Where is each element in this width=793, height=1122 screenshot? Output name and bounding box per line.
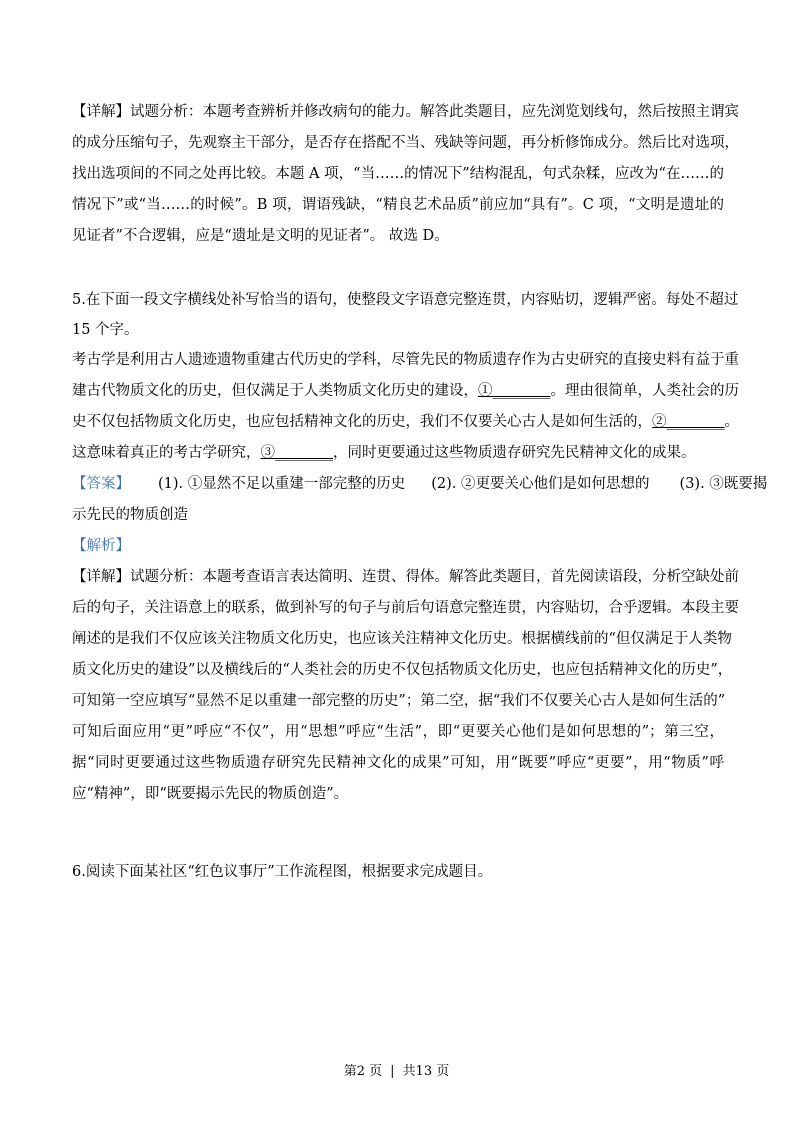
q5-detail-line-2: 后的句子，关注语意上的联系，做到补写的句子与前后句语意完整连贯，内容贴切，合乎逻辑。本段主要 (72, 600, 739, 616)
q4-detail-line-5: 见证者”不合逻辑，应是“遗址是文明的见证者”。 故选 D。 (72, 228, 449, 244)
page-footer (0, 1062, 793, 1082)
q5-passage-line-4: 这意味着真正的考古学研究，③________，同时更要通过这些物质遗存研究先民精神文化的成果。 (72, 445, 696, 461)
blank-3: ③________ (260, 445, 333, 461)
q5-detail-line-1: 【详解】试题分析：本题考查语言表达简明、连贯、得体。解答此类题目，首先阅读语段，分析空缺处前 (72, 569, 739, 585)
q5-detail-line-7: 据“同时更要通过这些物质遗存研究先民精神文化的成果”可知，用“既要”呼应“更要”，用“物质”呼 (72, 755, 724, 771)
q4-detail-section (72, 97, 739, 252)
q5-answer-cont: 示先民的物质创造 (72, 507, 188, 523)
q5-detail-line-5: 可知第一空应填写“显然不足以重建一部完整的历史”；第二空，据“我们不仅要关心古人是如何生活的” (72, 693, 726, 709)
q5-detail-line-8: 应“精神”，即“既要揭示先民的物质创造”。 (72, 786, 349, 802)
q5-stem-line-2: 15 个字。 (72, 322, 139, 338)
answer-3: (3). ③既要揭 (679, 476, 768, 492)
q5-passage-line-2: 建古代物质文化的历史，但仅满足于人类物质文化历史的建设，①________。理由很简单，人类社会的历 (72, 383, 739, 399)
q5-section (72, 285, 768, 810)
footer-separator: | (390, 1064, 395, 1079)
q6-section (72, 857, 724, 888)
page-total: 共13 页 (402, 1064, 450, 1079)
q5-detail-line-3: 阐述的是我们不仅应该关注物质文化历史，也应该关注精神文化历史。根据横线前的“但仅满足于人类物 (72, 631, 732, 647)
answer-2: (2). ②更要关心他们是如何思想的 (431, 476, 650, 492)
answer-label: 【答案】 (72, 476, 130, 492)
q5-stem-line-1: 5.在下面一段文字横线处补写恰当的语句，使整段文字语意完整连贯，内容贴切，逻辑严密。每处不超过 (72, 292, 739, 308)
blank-2: ②________ (652, 414, 725, 430)
analysis-label: 【解析】 (72, 538, 130, 554)
detail-label: 【详解】 (72, 569, 130, 585)
q5-answer-line (72, 469, 768, 500)
q5-detail-line-6: 可知后面应用“更”呼应“不仅”，用“思想”呼应“生活”，即“更要关心他们是如何思想的”；第三空， (72, 724, 724, 740)
q4-detail-line-2: 的成分压缩句子，先观察主干部分，是否存在搭配不当、残缺等问题，再分析修饰成分。然后比对选项， (72, 135, 739, 151)
q4-detail-line-1: 【详解】试题分析：本题考查辨析并修改病句的能力。解答此类题目，应先浏览划线句，然后按照主谓宾 (72, 104, 739, 120)
q4-detail-line-3: 找出选项间的不同之处再比较。本题 A 项，“当……的情况下”结构混乱，句式杂糅，应改为“在……的 (72, 166, 724, 182)
q5-detail-line-4: 质文化历史的建设”以及横线后的“人类社会的历史不仅包括物质文化历史，也应包括精神文化的历史”， (72, 662, 733, 678)
q5-passage-line-3: 史不仅包括物质文化历史，也应包括精神文化的历史，我们不仅要关心古人是如何生活的，②________。 (72, 414, 739, 430)
q4-detail-line-4: 情况下”或“当……的时候”。B 项，谓语残缺，“精良艺术品质”前应加“具有”。C 项，“文明是遗址的 (72, 197, 724, 213)
q5-passage-line-1: 考古学是利用古人遗迹遗物重建古代历史的学科，尽管先民的物质遗存作为古史研究的直接史料有益于重 (72, 352, 739, 368)
page-number: 第2 页 (343, 1064, 383, 1079)
detail-label: 【详解】 (72, 104, 130, 120)
q6-stem: 6.阅读下面某社区“红色议事厅”工作流程图，根据要求完成题目。 (72, 864, 493, 880)
blank-1: ①________ (478, 383, 551, 399)
q5-analysis-line (72, 531, 724, 562)
answer-1: (1). ①显然不足以重建一部完整的历史 (158, 476, 406, 492)
